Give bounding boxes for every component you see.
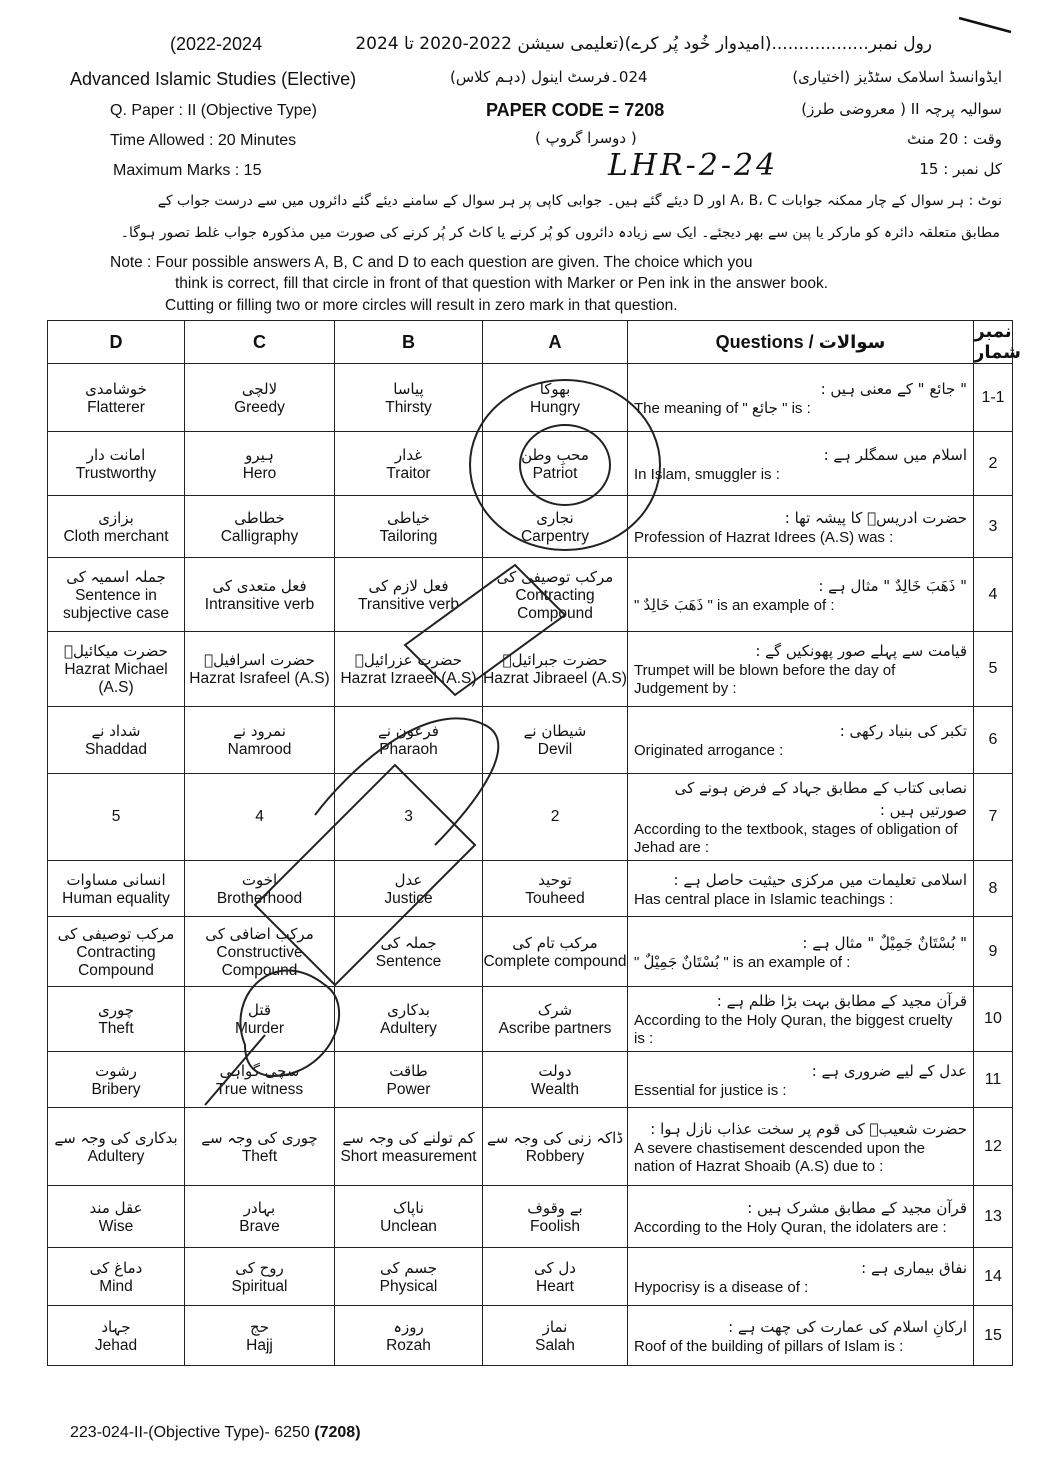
option-d-cell [48,1248,185,1306]
option-b-english: Physical [379,1277,438,1295]
question-number: 13 [974,1186,1013,1248]
question-cell [628,1248,974,1306]
option-c-english: Theft [241,1147,278,1165]
question-urdu: " ذَھَبَ خَالِدٌ " مثال ہے : [818,576,967,595]
footer [70,1424,361,1442]
option-d-urdu: چوری [97,1001,134,1019]
option-d-english: Adultery [87,1147,145,1165]
handwritten-code: LHR-2-24 [608,148,779,183]
question-urdu: تکبر کی بنیاد رکھی : [839,722,967,740]
option-b-english: Thirsty [385,398,432,416]
option-d-urdu: حضرت میکائیلؑ [64,642,168,660]
option-d-cell [48,917,185,987]
question-english: Originated arrogance : [634,742,784,759]
group-urdu: ( دوسرا گروپ ) [535,129,637,147]
option-a-urdu: بھوکا [539,379,571,398]
option-d-english: 5 [111,808,121,825]
question-urdu: نصابی کتاب کے مطابق جہاد کے فرض ہونے کی صورتیں ہیں : [674,779,967,819]
option-b-english: Sentence [375,952,442,970]
option-d-cell [48,496,185,558]
option-d-english: Trustworthy [75,464,157,482]
question-urdu: قیامت سے پہلے صور پھونکیں گے : [755,642,967,660]
option-a-urdu: شیطان نے [523,722,587,740]
option-a-urdu: حضرت جبرائیلؑ [502,651,608,669]
option-d-cell [48,987,185,1052]
option-d-english: Sentence in subjective case [63,586,169,622]
option-c-english: Brave [239,1217,280,1235]
question-number: 7 [974,774,1013,861]
option-d-english: Hazrat Michael (A.S) [64,661,168,696]
option-a-urdu: مرکب تام کی [512,933,598,952]
question-urdu: " جائع " کے معنی ہیں : [820,379,967,398]
footer-paper-code: (7208) [314,1424,361,1441]
option-c-urdu: خطاطی [234,508,285,527]
option-d-english: Wise [98,1217,134,1235]
question-number: 10 [974,987,1013,1052]
note-urdu-line-2: مطابق متعلقہ دائرہ کو مارکر یا پین سے بھر دیجئے۔ ایک سے زیادہ دائروں کو پُر کرنے یا کاٹ کر پُر کرنے کی صورت میں مذکورہ جواب غلط تصور ہوگا۔ [120,225,1000,241]
option-d-cell [48,1108,185,1186]
option-c-english: Greedy [234,398,285,416]
option-c-english: Calligraphy [220,527,299,545]
option-d-cell [48,1052,185,1108]
option-d-urdu: دماغ کی [89,1258,143,1277]
option-c-english: Hero [242,464,277,482]
option-d-urdu: رشوت [95,1061,137,1080]
question-english: According to the textbook, stages of obligation of Jehad are : [634,821,958,856]
question-urdu: ارکانِ اسلام کی عمارت کی چھت ہے : [728,1317,967,1336]
option-b-urdu: خیاطی [387,508,430,527]
option-b-english: Pharaoh [379,741,438,758]
option-d-english: Mind [99,1277,133,1295]
header-option-a: A [483,321,628,364]
option-b-english: Tailoring [379,527,438,545]
option-b-english: Unclean [380,1217,437,1235]
option-b-urdu: کم تولنے کی وجہ سے [342,1128,475,1147]
question-english: A severe chastisement descended upon the nation of Hazrat Shoaib (A.S) due to : [634,1139,926,1175]
watermark-stamp [185,345,745,1125]
option-d-english: Theft [98,1020,134,1037]
option-b-urdu: ناپاک [393,1198,424,1217]
option-a-urdu: نماز [542,1317,568,1336]
question-urdu: قرآن مجید کے مطابق مشرک ہیں : [747,1198,967,1217]
option-c-english: Hajj [246,1336,273,1354]
option-d-english: Cloth merchant [63,527,169,545]
header-option-b: B [335,321,483,364]
max-marks-english: Maximum Marks : 15 [113,162,262,179]
option-b-urdu: عدل [394,870,423,889]
question-english: Profession of Hazrat Idrees (A.S) was : [634,528,894,546]
question-number: 8 [974,861,1013,917]
option-c-cell [185,1306,335,1366]
paper-urdu: سوالیہ پرچہ II ( معروضی طرز) [801,100,1002,118]
header-serial-number: نمبر شمار [974,321,1021,363]
question-urdu: عدل کے لیے ضروری ہے : [811,1061,967,1080]
footer-text: 223-024-II-(Objective Type)- 6250 [70,1424,310,1441]
option-d-english: Flatterer [87,398,145,416]
question-urdu: اسلام میں سمگلر ہے : [823,445,967,464]
paper-english: Q. Paper : II (Objective Type) [110,102,317,119]
option-d-urdu: جہاد [101,1317,131,1336]
question-number: 2 [974,432,1013,496]
option-b-urdu: غدار [394,445,423,464]
option-a-urdu: دولت [538,1061,572,1080]
subject-english: Advanced Islamic Studies (Elective) [70,69,357,89]
question-english: In Islam, smuggler is : [634,465,780,483]
option-a-urdu: ڈاکہ زنی کی وجہ سے [486,1128,624,1147]
question-english: Trumpet will be blown before the day of Judgement by : [634,662,896,697]
option-d-cell [48,1306,185,1366]
option-d-urdu: مرکب توصیفی کی [57,924,175,943]
option-b-english: Hazrat Izraeel (A.S) [340,670,477,687]
option-b-urdu: حضرت عزرائیلؑ [354,651,463,669]
question-number: 9 [974,917,1013,987]
option-b-english: Rozah [386,1336,431,1354]
question-english: The meaning of " جائع " is : [634,399,811,417]
option-d-urdu: خوشامدی [85,379,147,398]
header-option-c: C [185,321,335,364]
question-english: According to the Holy Quran, the biggest cruelty is : [634,1012,953,1047]
option-a-english: Contracting Compound [515,586,595,622]
option-c-cell [185,1248,335,1306]
option-a-english: Heart [536,1277,574,1295]
question-number: 5 [974,632,1013,707]
option-c-cell [185,1186,335,1248]
option-c-english: 4 [255,808,264,825]
option-a-english: Carpentry [520,527,590,545]
option-b-english: Power [386,1080,431,1098]
question-number: 4 [974,558,1013,632]
option-c-urdu: قتل [247,1001,272,1019]
question-english: Hypocrisy is a disease of : [634,1278,809,1296]
option-b-cell [335,1248,483,1306]
table-row [48,1248,1013,1306]
option-a-cell [483,1186,628,1248]
question-number: 3 [974,496,1013,558]
option-d-english: Human equality [62,889,170,907]
option-d-urdu: جملہ اسمیہ کی [66,567,166,586]
option-b-urdu: بدکاری [387,1001,430,1019]
option-c-urdu: بہادر [243,1198,276,1217]
note-urdu-line-1: نوٹ : ہر سوال کے چار ممکنہ جوابات A، B، C اور D دیئے گئے ہیں۔ جوابی کاپی پر ہر سوال کے سامنے دیئے گئے دائروں میں سے درست جواب کے [157,193,1002,209]
option-d-english: Contracting Compound [76,943,156,979]
option-c-urdu: اخوت [241,870,278,889]
option-d-cell [48,364,185,432]
option-d-cell [48,774,185,861]
paper-code: PAPER CODE = 7208 [486,100,665,120]
option-a-english: Touheed [525,889,585,907]
option-d-english: Jehad [94,1336,138,1354]
option-b-english: 3 [404,808,413,825]
header-option-d: D [48,321,185,364]
pen-stroke-mark [955,14,1015,36]
option-c-urdu: حضرت اسرافیلؑ [204,651,315,669]
option-d-english: Shaddad [84,741,148,758]
question-urdu: نفاق بیماری ہے : [861,1258,967,1277]
question-urdu: حضرت ادریسؑ کا پیشہ تھا : [784,508,967,527]
option-d-cell [48,558,185,632]
option-c-english: True witness [215,1080,304,1098]
option-c-english: Namrood [227,741,292,758]
note-english-line-2: think is correct, fill that circle in front of that question with Marker or Pen ink in the answer book. [175,275,829,292]
option-d-urdu: بدکاری کی وجہ سے [54,1128,178,1147]
option-c-english: Brotherhood [216,889,303,907]
question-english: " ذَھَبَ خَالِدٌ " is an example of : [634,596,835,614]
note-english-line-1: Note : Four possible answers A, B, C and D to each question are given. The choice which you [110,254,753,271]
question-urdu: حضرت شعیبؑ کی قوم پر سخت عذاب نازل ہوا : [650,1119,967,1138]
option-a-english: Robbery [525,1147,585,1165]
option-a-urdu: توحید [538,870,572,889]
option-c-english: Murder [234,1020,285,1037]
option-d-cell [48,707,185,774]
option-d-urdu: انسانی مساوات [66,870,166,889]
option-c-urdu: نمرود نے [233,722,286,740]
option-c-english: Spiritual [231,1277,288,1295]
option-a-urdu: محبِ وطن [521,445,589,464]
option-b-english: Adultery [380,1020,437,1037]
time-allowed-urdu: وقت : 20 منٹ [907,130,1002,148]
option-a-urdu: بے وقوف [527,1198,583,1217]
option-c-urdu: سچی گواہی [219,1061,300,1080]
option-c-urdu: روح کی [235,1258,284,1277]
option-d-cell [48,632,185,707]
option-b-english: Justice [384,889,433,907]
question-english: Roof of the building of pillars of Islam is : [634,1337,904,1355]
option-d-urdu: امانت دار [86,445,146,464]
option-a-english: Complete compound [483,952,627,970]
option-c-urdu: مرکب اضافی کی [205,924,314,943]
question-number: 12 [974,1108,1013,1186]
option-b-urdu: فعل لازم کی [368,576,449,595]
question-cell [628,1306,974,1366]
option-b-english: Traitor [386,464,431,482]
option-a-english: Salah [535,1336,575,1354]
question-number: 11 [974,1052,1013,1108]
option-d-cell [48,861,185,917]
question-urdu: " بُسْتَانٌ جَمِیْلٌ " مثال ہے : [802,933,967,952]
option-d-urdu: شداد نے [91,722,141,740]
question-cell [628,1186,974,1248]
question-english: According to the Holy Quran, the idolaters are : [634,1218,947,1236]
question-english: Essential for justice is : [634,1081,787,1099]
option-a-english: Hazrat Jibraeel (A.S) [483,670,627,687]
option-a-urdu: مرکب توصیفی کی [496,567,614,586]
option-b-urdu: پیاسا [393,379,424,398]
option-a-english: Wealth [531,1080,579,1098]
option-b-urdu: روزہ [393,1317,424,1336]
option-c-urdu: فعل متعدی کی [212,576,307,595]
question-number: 15 [974,1306,1013,1366]
option-c-english: Intransitive verb [204,595,315,613]
note-english-line-3: Cutting or filling two or more circles will result in zero mark in that question. [165,297,678,314]
question-number: 14 [974,1248,1013,1306]
option-d-cell [48,432,185,496]
option-a-cell [483,1306,628,1366]
option-d-cell [48,1186,185,1248]
option-a-english: Foolish [530,1217,580,1235]
option-a-cell [483,1248,628,1306]
question-english: Has central place in Islamic teachings : [634,890,894,908]
option-a-english: 2 [550,808,560,825]
question-english: " بُسْتَانٌ جَمِیْلٌ " is an example of : [634,953,851,971]
question-urdu: قرآن مجید کے مطابق بہت بڑا ظلم ہے : [716,992,967,1010]
option-a-english: Hungry [530,398,580,416]
option-b-english: Transitive verb [357,595,460,613]
session-years: (2022-2024 [170,34,263,54]
option-c-english: Hazrat Israfeel (A.S) [189,670,330,687]
option-d-urdu: عقل مند [89,1198,143,1217]
table-row [48,1186,1013,1248]
total-marks-urdu: کل نمبر : 15 [919,160,1002,178]
option-a-urdu: دل کی [534,1258,576,1277]
option-b-urdu: طاقت [389,1061,428,1080]
table-row [48,1306,1013,1366]
question-number: 1-1 [974,364,1013,432]
option-d-urdu: بزازی [98,508,134,527]
option-c-urdu: حج [250,1317,269,1336]
option-c-english: Constructive Compound [216,943,303,979]
option-c-urdu: لالچی [241,379,278,398]
option-a-english: Devil [537,741,573,758]
option-b-urdu: جملہ کی [380,933,437,952]
question-number: 6 [974,707,1013,774]
option-a-urdu: شرک [537,1001,573,1019]
subject-urdu: ایڈوانسڈ اسلامک سٹڈیز (اختیاری) [792,68,1002,86]
option-a-english: Patriot [532,464,578,482]
time-allowed-english: Time Allowed : 20 Minutes [110,132,297,149]
header-questions: Questions / سوالات [628,321,974,364]
question-urdu: اسلامی تعلیمات میں مرکزی حیثیت حاصل ہے : [673,870,967,889]
option-b-urdu: جسم کی [379,1258,438,1277]
option-c-urdu: ہیرو [245,445,274,464]
class-urdu: 024۔فرسٹ اینول (دہم کلاس) [450,68,648,86]
option-b-cell [335,1186,483,1248]
option-b-english: Short measurement [340,1147,477,1165]
option-a-english: Ascribe partners [498,1020,612,1037]
roll-number-line: رول نمبر..................(امیدوار خُود پُر کرے)(تعلیمی سیشن 2022-2020 تا 2024 [355,34,932,54]
option-a-urdu: نجاری [536,508,574,527]
option-b-urdu: فرعون نے [378,722,439,740]
option-c-urdu: چوری کی وجہ سے [201,1128,318,1147]
option-d-english: Bribery [91,1080,141,1098]
option-b-cell [335,1306,483,1366]
